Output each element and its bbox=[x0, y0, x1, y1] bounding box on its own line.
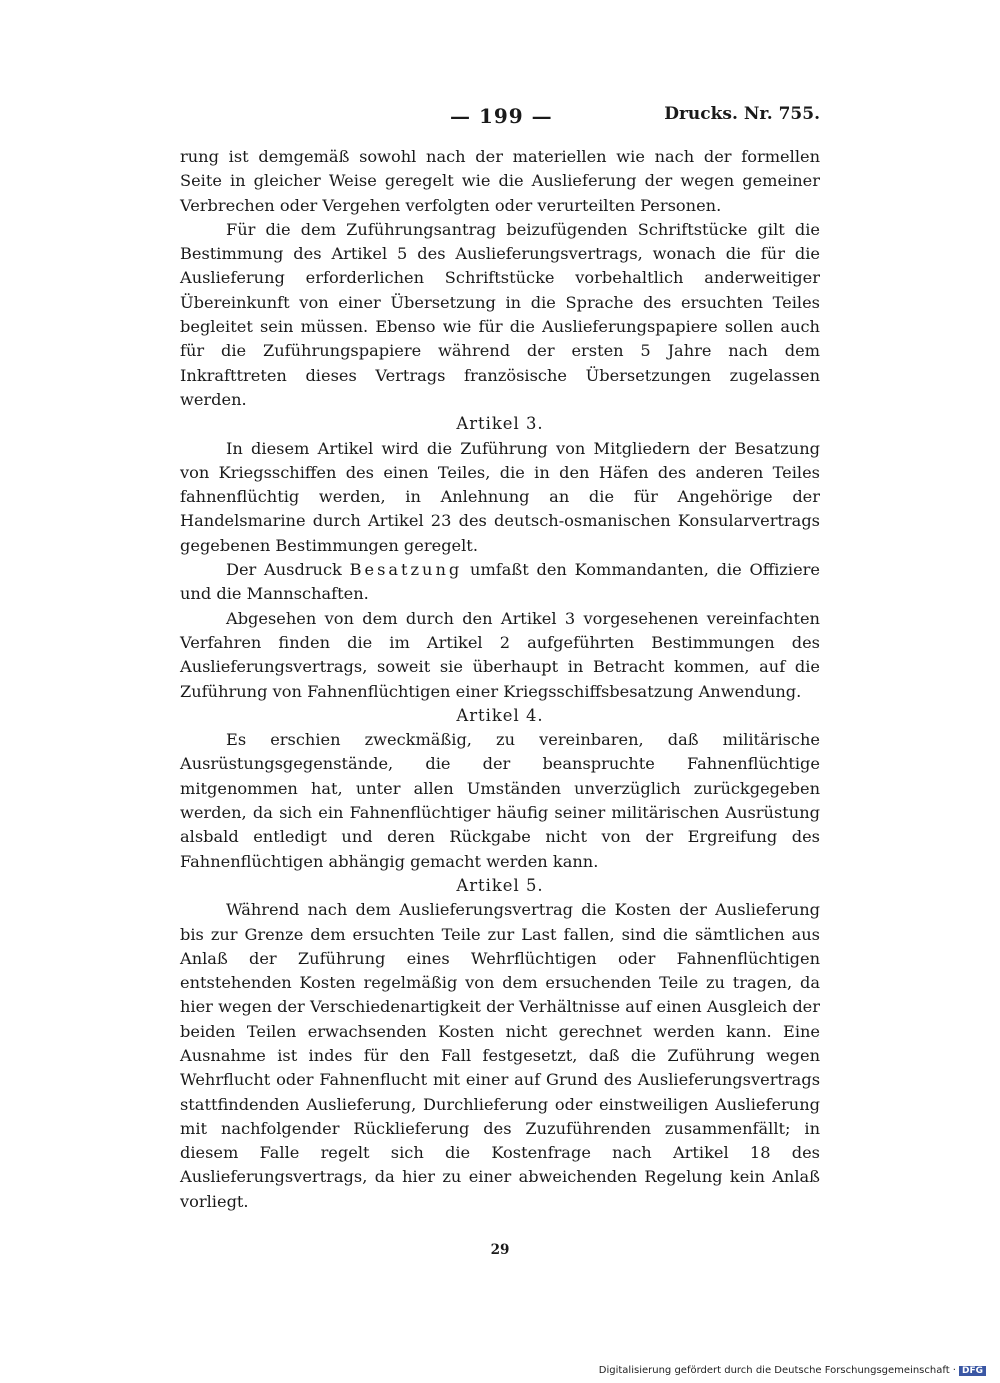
article-5-heading: Artikel 5. bbox=[456, 875, 544, 895]
article-3-heading: Artikel 3. bbox=[456, 414, 544, 434]
paragraph bbox=[180, 558, 820, 607]
spaced-term: Besatzung bbox=[349, 560, 463, 580]
body-text bbox=[180, 145, 820, 1214]
dfg-logo: DFG bbox=[959, 1366, 986, 1376]
digitization-credit bbox=[599, 1365, 986, 1376]
drucksache-number: Drucks. Nr. 755. bbox=[664, 104, 820, 124]
paragraph: In diesem Artikel wird die Zuführung von Mitgliedern der Besatzung von Kriegsschiffen des einen Teiles, die in den Häfen des anderen Teiles fahnenflüchtig werden, in Anlehnung an die für Angehörige der Handelsmarine durch Artikel 23 des deutsch-osmanischen Konsularvertrags gegebenen Bestimmungen geregelt. bbox=[180, 438, 820, 555]
text-run: umfaßt den Kommandanten, die Offiziere und die Mannschaften. bbox=[180, 560, 820, 604]
paragraph: Für die dem Zuführungsantrag beizufügenden Schriftstücke gilt die Bestimmung des Artikel 5 des Auslieferungsvertrags, wonach die für die Auslieferung erforderlichen Schriftstücke vorbehaltlich anderweitiger Übereinkunft von einer Übersetzung in die Sprache des ersuchten Teiles begleitet sein müssen. Ebenso wie für die Auslieferungspapiere sollen auch für die Zuführungspapiere während der ersten 5 Jahre nach dem Inkrafttreten dieses Vertrags französische Übersetzungen zugelassen werden. bbox=[180, 219, 820, 409]
sheet-number: 29 bbox=[490, 1242, 510, 1258]
text-run: Der Ausdruck bbox=[226, 560, 350, 580]
page-header bbox=[180, 104, 820, 132]
paragraph: Es erschien zweckmäßig, zu vereinbaren, daß militärische Ausrüstungsgegenstände, die der beanspruchte Fahnenflüchtige mitgenommen hat, unter allen Umständen unverzüglich zurückgegeben werden, da sich ein Fahnenflüchtiger häufig seiner militärischen Ausrüstung alsbald entledigt und deren Rückgabe nicht von der Ergreifung des Fahnenflüchtigen abhängig gemacht werden kann. bbox=[180, 730, 820, 871]
credit-text: Digitalisierung gefördert durch die Deutsche Forschungsgemeinschaft · bbox=[598, 1365, 956, 1376]
article-4-heading: Artikel 4. bbox=[456, 705, 544, 725]
paragraph: Während nach dem Auslieferungsvertrag die Kosten der Auslieferung bis zur Grenze dem ersuchten Teile zur Last fallen, sind die sämtlichen aus Anlaß der Zuführung eines Wehrflüchtigen oder Fahnenflüchtigen entstehenden Kosten regelmäßig von dem ersuchenden Teile zu tragen, da hier wegen der Verschiedenartigkeit der Verhältnisse auf einen Ausgleich der beiden Teilen erwachsenden Kosten nicht gerechnet werden kann. Eine Ausnahme ist indes für den Fall festgesetzt, daß die Zuführung wegen Wehrflucht oder Fahnenflucht mit einer auf Grund des Auslieferungsvertrags stattfindenden Auslieferung, Durchlieferung oder einstweiligen Auslieferung mit nachfolgender Rücklieferung des Zuzuführenden zusammenfällt; in diesem Falle regelt sich die Kostenfrage nach Artikel 18 des Auslieferungsvertrags, da hier zu einer abweichenden Regelung kein Anlaß vorliegt. bbox=[180, 900, 820, 1211]
paragraph-continued: rung ist demgemäß sowohl nach der materiellen wie nach der formellen Seite in gleicher Weise geregelt wie die Auslieferung der wegen gemeiner Verbrechen oder Vergehen verfolgten oder verurteilten Personen. bbox=[180, 147, 820, 215]
paragraph: Abgesehen von dem durch den Artikel 3 vorgesehenen vereinfachten Verfahren finden die im Artikel 2 aufgeführten Bestimmungen des Auslieferungsvertrags, soweit sie überhaupt in Betracht kommen, auf die Zuführung von Fahnenflüchtigen einer Kriegsschiffsbesatzung Anwendung. bbox=[180, 608, 820, 701]
page-number: — 199 — bbox=[450, 104, 553, 128]
